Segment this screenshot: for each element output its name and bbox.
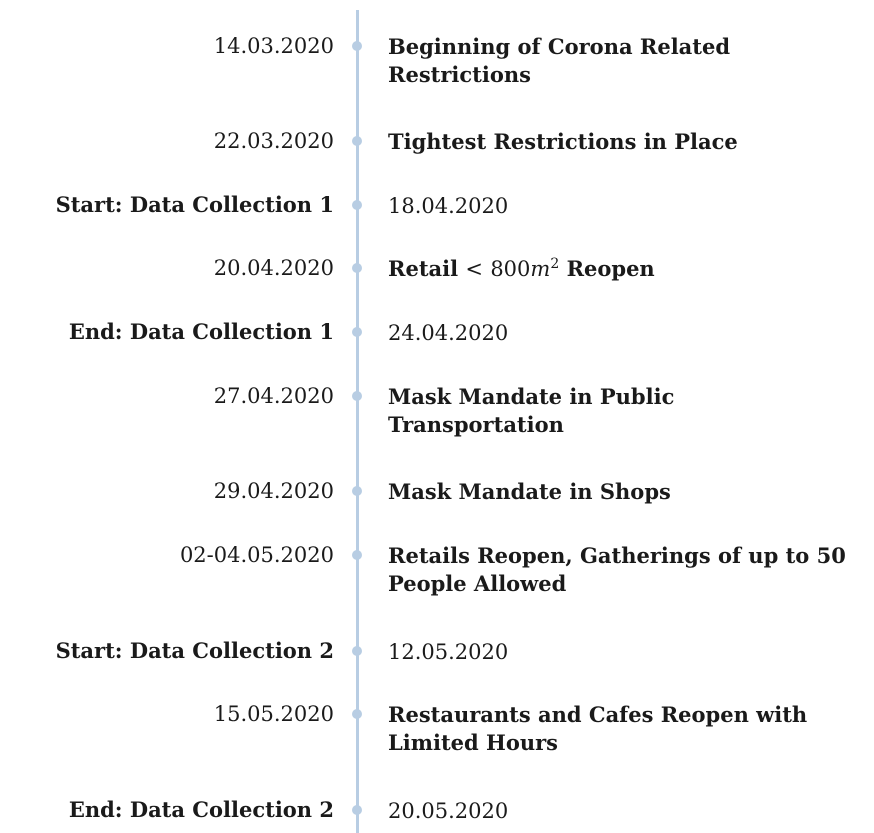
timeline-dot: [352, 327, 362, 337]
event-date: 22.03.2020: [213, 129, 334, 153]
event-date: 02-04.05.2020: [179, 543, 334, 567]
event-label: Start: Data Collection 1: [55, 192, 334, 217]
timeline-event: [0, 384, 874, 437]
timeline-dot: [352, 646, 362, 656]
timeline-event: [0, 192, 874, 218]
event-label: Beginning of Corona Related Restrictions: [388, 34, 731, 87]
event-date: 20.04.2020: [213, 256, 334, 280]
timeline-event: [0, 797, 874, 823]
event-label-suffix: Reopen: [566, 256, 655, 281]
timeline-dot: [352, 550, 362, 560]
event-label-prefix: Retail: [388, 256, 459, 281]
math-unit: m: [530, 257, 551, 281]
timeline-dot: [352, 709, 362, 719]
event-label: Start: Data Collection 2: [55, 638, 334, 663]
event-label: Mask Mandate in Public Transportation: [388, 384, 675, 437]
timeline-event: [0, 319, 874, 345]
event-label: End: Data Collection 2: [68, 797, 334, 822]
event-date: 18.04.2020: [388, 194, 509, 218]
timeline-dot: [352, 391, 362, 401]
event-date: 14.03.2020: [213, 34, 334, 58]
math-exponent: 2: [550, 256, 560, 272]
event-label: End: Data Collection 1: [68, 319, 334, 344]
event-date: 29.04.2020: [213, 479, 334, 503]
timeline-event: [0, 256, 874, 281]
math-lt: <: [465, 257, 483, 281]
event-label: Retails Reopen, Gatherings of up to 50 People Allowed: [388, 543, 846, 596]
event-label: Tightest Restrictions in Place: [388, 129, 738, 154]
event-date: 20.05.2020: [388, 799, 509, 823]
timeline-event: [0, 34, 874, 87]
event-date: 15.05.2020: [213, 702, 334, 726]
timeline-event: [0, 543, 874, 596]
timeline-dot: [352, 263, 362, 273]
math-number: 800: [490, 257, 531, 281]
event-date: 12.05.2020: [388, 640, 509, 664]
event-label: [388, 255, 874, 283]
event-label: Restaurants and Cafes Reopen with Limited Hours: [388, 702, 808, 755]
event-date: 24.04.2020: [388, 321, 509, 345]
timeline-event: [0, 479, 874, 504]
timeline-dot: [352, 486, 362, 496]
event-date: 27.04.2020: [213, 384, 334, 408]
timeline-event: [0, 702, 874, 755]
event-label: Mask Mandate in Shops: [388, 479, 671, 504]
timeline-event: [0, 638, 874, 664]
timeline-dot: [352, 136, 362, 146]
timeline-event: [0, 129, 874, 154]
timeline-dot: [352, 41, 362, 51]
timeline-dot: [352, 200, 362, 210]
timeline-dot: [352, 805, 362, 815]
